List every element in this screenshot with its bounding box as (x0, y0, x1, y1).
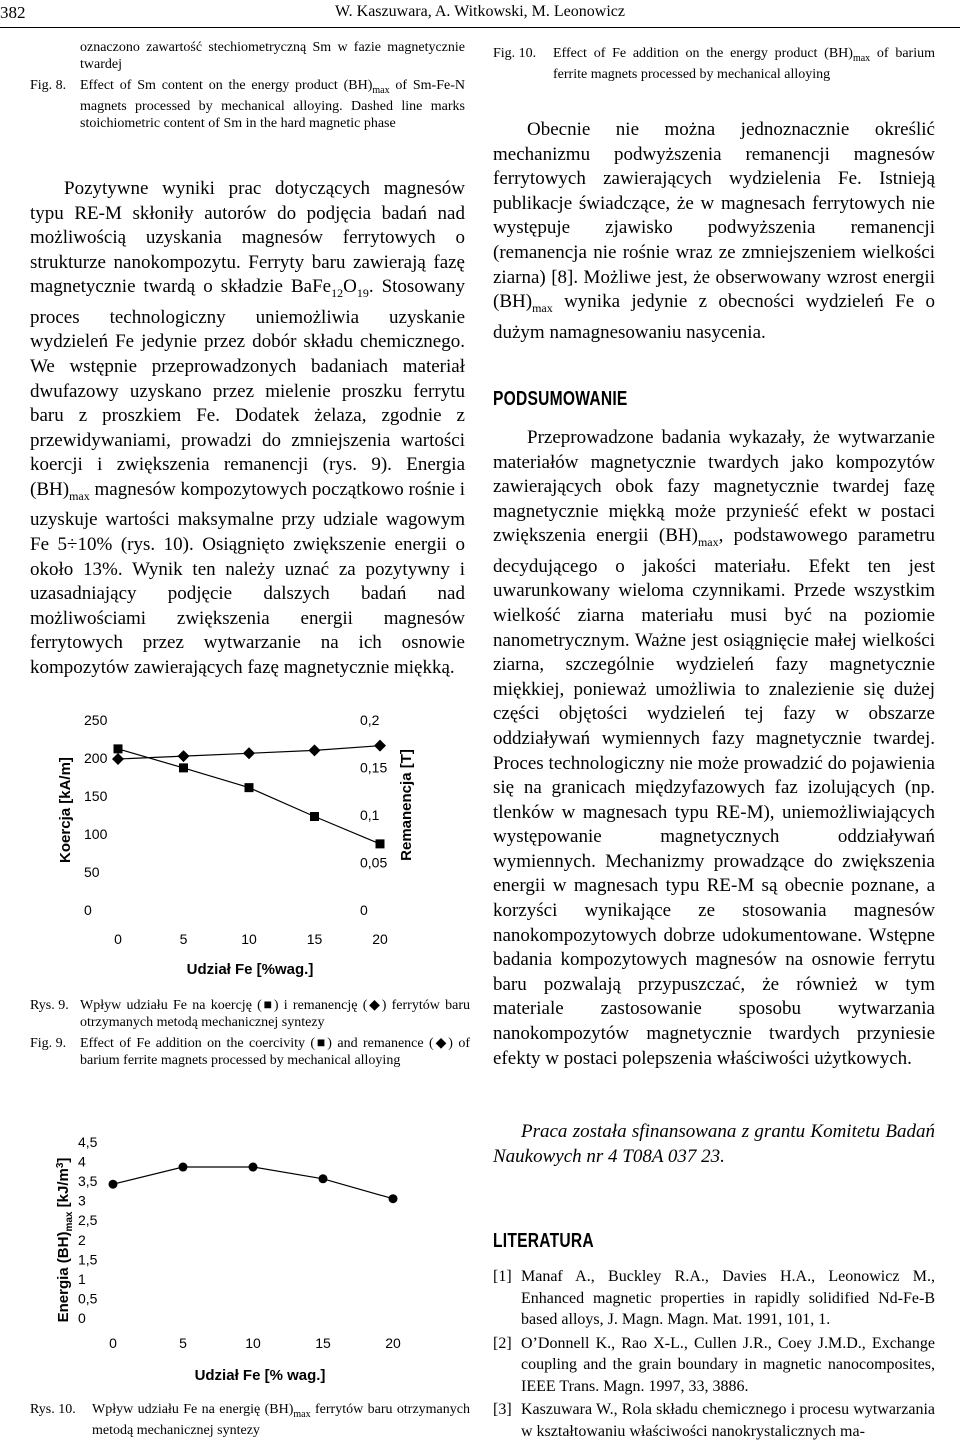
section-heading-summary: PODSUMOWANIE (493, 388, 628, 410)
fig8-caption (30, 40, 465, 132)
fig10-ytick-label: 0 (78, 1310, 86, 1326)
fig9-remanencja-point (178, 750, 190, 762)
fig9-ytick-right-label: 0 (360, 902, 368, 918)
fig9-caption-pl: Wpływ udziału Fe na koercję (■) i remanencję (◆) ferrytów baru otrzymanych metodą mechanicznej syntezy (80, 998, 470, 1030)
paragraph: Obecnie nie można jednoznacznie określić mechanizmu podwyższenia remanencji magnesów ferrytowych zawierających wydzielenia Fe. Istnieją publikacje świadczące, że w magnesach ferrytowych nie występuje zjawisko podwyższenia remanencji (remanencja nie rośnie wraz ze zmniejszeniem wielkości ziarna) [8]. Możliwe jest, że obserwowany wzrost energii $(BH)_{max}$ wynika jedynie z obecności wydzieleń Fe o dużym namagnesowaniu nasycenia. (493, 119, 935, 343)
running-header (0, 0, 960, 28)
fig10-chart (30, 1110, 470, 1395)
fig9-series-line-koercja (118, 749, 380, 844)
reference-tag: [2] (493, 1334, 512, 1352)
header-rule (0, 27, 960, 28)
fig9-ytick-right-label: 0,05 (360, 854, 388, 871)
fig10-pl-tag: Rys. 10. (30, 1402, 76, 1417)
fig9-en-tag: Fig. 9. (30, 1036, 67, 1051)
fig9-x-ticks (114, 931, 388, 947)
fig9-chart (30, 690, 470, 990)
paragraph: Pozytywne wyniki prac dotyczących magnesów typu RE-M skłoniły autorów do podjęcia badań nad możliwością uzyskania magnesów ferrytowych o strukturze nanokompozytu. Ferryty baru zawierają fazę magnetycznie twardą o składzie $BaFe_{12}O_{19}$. Stosowany proces technologiczny uniemożliwia uzyskanie wydzieleń Fe jedynie przez dobór składu chemicznego. We wstępnie przeprowadzonych badaniach materiał dwufazowy uzyskano przez mielenie proszku ferrytu baru z proszkiem Fe. Dodatek żelaza, zgodnie z przewidywaniami, prowadzi do zmniejszenia wartości koercji i zwiększenia remanencji (rys. 9). Energia $(BH)_{max}$ magnesów kompozytowych początkowo rośnie i uzyskuje wartości maksymalne przy udziale wagowym Fe 5÷10% (rys. 10). Osiągnięto zwiększenie energii o około 13%. Wynik ten należy uznać za pozytywny i uzasadniający podjęcie dalszych badań nad możliwościami zwiększenia energii magnesów ferrytowych przez wytwarzanie na ich osnowie kompozytów zawierających fazę magnetycznie miękką. (30, 178, 465, 678)
fig10-ytick-label: 3 (78, 1192, 86, 1209)
fig9-koercja-point (376, 839, 385, 848)
fig10-xtick-label: 15 (315, 1335, 331, 1351)
diamond-marker-icon: ◆ (367, 998, 382, 1013)
diamond-marker-icon: ◆ (433, 1036, 449, 1051)
fig10-y-ticks (78, 1134, 98, 1326)
fig10-ytick-label: 0,5 (78, 1290, 98, 1307)
fig10-en-tag: Fig. 10. (493, 46, 537, 61)
fig10-energy-line (113, 1167, 393, 1199)
fig9-pl-tag: Rys. 9. (30, 998, 69, 1013)
fig9-xtick-label: 15 (306, 931, 323, 947)
fig9-markers (112, 740, 386, 849)
left-body-text (30, 177, 465, 680)
reference-text: Kaszuwara W., Rola składu chemicznego i procesu wytwarzania w kształtowaniu właściwości nanokrystalicznych ma- (521, 1401, 935, 1440)
fig9-xlabel: Udział Fe [%wag.] (186, 961, 314, 978)
fig9-xtick-label: 20 (372, 931, 388, 947)
fig9-ylabel-right: Remanencja [T] (398, 749, 415, 861)
fig9-koercja-point (114, 744, 123, 753)
fig10-caption-en: Fig. 10. Effect of Fe addition on the energy product $(BH)_{max}$ of barium ferrite magnets processed by mechanical alloying (493, 46, 935, 83)
section-heading-references: LITERATURA (493, 1230, 594, 1252)
fig9-remanencja-point (309, 744, 321, 756)
fig10-energy-point (319, 1174, 328, 1183)
fig9-ytick-right-label: 0,1 (360, 807, 380, 823)
fig10-xtick-label: 0 (109, 1335, 117, 1351)
fig10-energy-point (249, 1163, 258, 1172)
running-authors: W. Kaszuwara, A. Witkowski, M. Leonowicz (335, 3, 625, 20)
fig9-left-ticks (84, 712, 108, 918)
fig10-ytick-label: 2 (78, 1231, 86, 1248)
fig9-remanencja-point (112, 753, 124, 765)
fig10-markers (109, 1163, 398, 1204)
reference-item (493, 1333, 935, 1398)
fig10-xtick-label: 5 (179, 1335, 187, 1351)
fig9-koercja-point (179, 763, 188, 772)
right-body-para1 (493, 118, 935, 345)
fig10-xtick-label: 10 (245, 1335, 261, 1351)
fig10-xtick-label: 20 (385, 1335, 401, 1351)
fig9-right-ticks (360, 712, 387, 918)
fig9-xtick-label: 0 (114, 931, 122, 947)
reference-item (493, 1266, 935, 1331)
fig9-caption (30, 998, 470, 1069)
fig8-caption-en: Effect of Sm content on the energy product $(BH)_{max}$ of Sm-Fe-N magnets processed by mechanical alloying. Dashed line marks stoichiometric content of Sm in the hard magnetic phase (80, 78, 465, 131)
fig10-ytick-label: 1 (78, 1270, 86, 1287)
reference-list (493, 1266, 935, 1444)
fig8-tag: Fig. 8. (30, 78, 67, 93)
fig10-xlabel: Udział Fe [% wag.] (194, 1367, 326, 1384)
fig9-ylabel-left: Koercja [kA/m] (57, 757, 74, 863)
fig9-xtick-label: 10 (241, 931, 257, 947)
fig8-caption-pl: oznaczono zawartość stechiometryczną Sm w fazie magnetycznie twardej (80, 40, 465, 72)
reference-text: Manaf A., Buckley R.A., Davies H.A., Leonowicz M., Enhanced magnetic properties in rapidly solidified Nd-Fe-B based alloys, J. Magn. Magn. Mat. 1991, 101, 1. (521, 1268, 935, 1328)
fig10-ylabel: Energia $(BH)_{max}$ $[kJ/m^3]$ (55, 1157, 75, 1323)
fig9-ytick-left-label: 100 (84, 826, 108, 842)
fig9-ytick-left-label: 50 (84, 864, 100, 880)
fig9-ytick-left-label: 200 (84, 750, 108, 766)
fig9-remanencja-point (374, 740, 386, 752)
fig9-ytick-left-label: 150 (84, 788, 108, 804)
reference-item (493, 1399, 935, 1442)
fig10-ytick-label: 4 (78, 1153, 86, 1170)
fig10-ytick-label: 2,5 (78, 1212, 98, 1229)
reference-tag: [3] (493, 1401, 512, 1418)
fig9-koercja-point (245, 783, 254, 792)
paragraph: Przeprowadzone badania wykazały, że wytwarzanie materiałów magnetycznie twardych jako kompozytów zawierających obok fazy magnetycznie twardej fazę magnetycznie miękką może przynieść efekt w postaci zwiększenia energii $(BH)_{max}$, podstawowego parametru decydującego o jakości materiału. Efekt ten jest uwarunkowany wieloma czynnikami. Przede wszystkim wielkość ziarna materiału musi być na poziomie nanometrycznym. Ważne jest osiągnięcie małej wielkości ziarna, szczególnie wydzieleń fazy magnetycznie miękkiej, ponieważ umożliwia to znalezienie się dużej części objętości wydzieleń tej fazy w obszarze oddziaływań wymiennych fazy magnetycznie twardej. Proces technologiczny nie może prowadzić do pojawienia się na granicach międzyfazowych faz izolujących (np. tlenków w magnesach typu RE-M), uniemożliwiających występowanie magnetycznych oddziaływań wymiennych. Mechanizmy prowadzące do zwiększenia energii w magnesach typu RE-M są obecnie poznane, a korzyści wynikające ze stosowania magnesów nanokompozytowych dobrze udokumentowane. Wstępne badania kompozytowych magnesów na osnowie ferrytu baru pozwalają przypuszczać, że również w tym materiale zastosowanie sposobu wytwarzania nanokompozytów magnetycznie twardych przyniesie efekty w postaci polepszenia właściwości użytkowych. (493, 427, 935, 1069)
square-marker-icon: ■ (261, 998, 274, 1013)
fig9-caption-en: Effect of Fe addition on the coercivity (■) and remanence (◆) of barium ferrite magnets processed by mechanical alloying (80, 1036, 470, 1068)
fig9-remanencja-point (243, 747, 255, 759)
fig9-ytick-left-label: 250 (84, 712, 108, 728)
fig10-energy-point (389, 1194, 398, 1203)
reference-text: O’Donnell K., Rao X-L., Cullen J.R., Coey J.M.D., Exchange coupling and the grain boundary in magnetic nanocomposites, IEEE Trans. Magn. 1997, 33, 3886. (521, 1334, 935, 1395)
fig9-xtick-label: 5 (179, 931, 188, 947)
fig10-x-ticks (109, 1335, 401, 1351)
fig10-energy-point (179, 1163, 188, 1172)
page-number: 382 (0, 3, 26, 22)
fig9-ytick-right-label: 0,15 (360, 759, 388, 776)
fig9-ytick-left-label: 0 (84, 902, 92, 918)
fig10-ytick-label: 1,5 (78, 1251, 98, 1268)
fig9-koercja-point (310, 812, 319, 821)
fig9-ytick-right-label: 0,2 (360, 712, 380, 728)
right-body-para2 (493, 426, 935, 1071)
acknowledgement (493, 1120, 935, 1169)
fig10-ytick-label: 4,5 (78, 1134, 98, 1150)
fig10-energy-point (109, 1180, 118, 1189)
reference-tag: [1] (493, 1268, 512, 1285)
fig10-ytick-label: 3,5 (78, 1173, 98, 1190)
fig10-caption-pl: Rys. 10. Wpływ udziału Fe na energię $(BH)_{max}$ ferrytów baru otrzymanych metodą mechanicznej syntezy (30, 1402, 470, 1439)
fig10-series-line (113, 1167, 393, 1199)
square-marker-icon: ■ (315, 1036, 328, 1051)
fig9-series-lines (118, 746, 380, 844)
acknowledgement-text: Praca została sfinansowana z grantu Komitetu Badań Naukowych nr 4 T08A 037 23. (493, 1121, 935, 1167)
